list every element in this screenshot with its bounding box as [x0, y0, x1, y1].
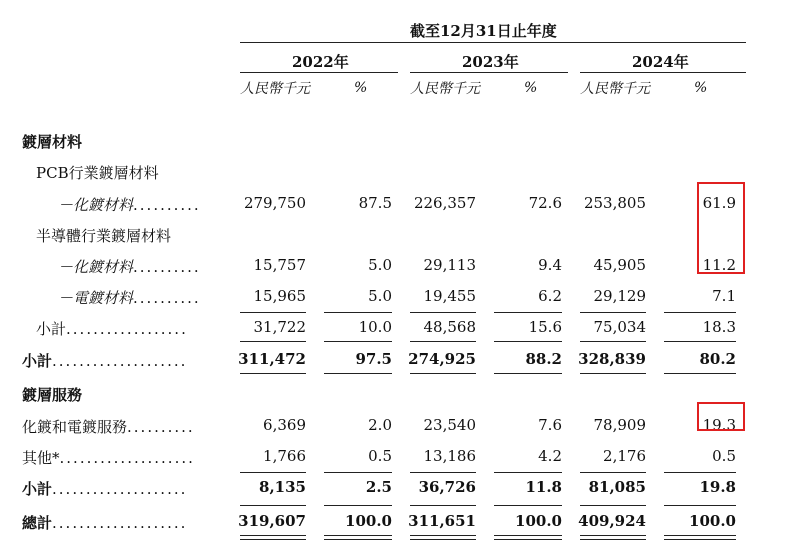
rule-above-grand-total-4	[580, 505, 646, 506]
rule-above-total-materials-3	[494, 341, 562, 342]
rule-above-grand-total-1	[324, 505, 392, 506]
leader-dots: ....................	[52, 352, 188, 370]
cell-r12-c5: 100.0	[689, 512, 736, 530]
row-label-2: －化鍍材料..........	[58, 196, 201, 214]
rule-above-total-materials-5	[664, 341, 736, 342]
cell-r4-c0: 15,757	[253, 256, 306, 274]
rule-below-grand-total-2-2	[410, 539, 476, 540]
rule-below-grand-total-1-1	[324, 535, 392, 536]
cell-r4-c4: 45,905	[593, 256, 646, 274]
cell-r12-c4: 409,924	[578, 512, 646, 530]
cell-r2-c3: 72.6	[528, 194, 562, 212]
cell-r10-c0: 1,766	[263, 447, 306, 465]
rule-above-total-materials-0	[240, 341, 306, 342]
cell-r4-c1: 5.0	[368, 256, 392, 274]
cell-r5-c3: 6.2	[538, 287, 562, 305]
leader-dots: ....................	[59, 449, 195, 467]
rule-below-grand-total-2-1	[324, 539, 392, 540]
cell-r10-c1: 0.5	[368, 447, 392, 465]
cell-r2-c4: 253,805	[583, 194, 646, 212]
rule-above-services-subtotal-5	[664, 472, 736, 473]
row-label-5: －電鍍材料..........	[58, 289, 201, 307]
leader-dots: ..........	[127, 418, 195, 436]
cell-r4-c5: 11.2	[702, 256, 736, 274]
cell-r5-c4: 29,129	[593, 287, 646, 305]
rule-below-total-materials-0	[240, 373, 306, 374]
cell-r9-c5: 19.3	[702, 416, 736, 434]
cell-r10-c2: 13,186	[423, 447, 476, 465]
highlight-box-2024-pct-services	[697, 402, 745, 431]
unit-pct-2022: %	[354, 80, 368, 96]
rule-above-subtotal-3	[494, 312, 562, 313]
cell-r12-c3: 100.0	[515, 512, 562, 530]
unit-amount-2024: 人民幣千元	[580, 81, 650, 97]
unit-amount-2022: 人民幣千元	[240, 81, 310, 97]
cell-r7-c0: 311,472	[238, 350, 306, 368]
row-label-8: 鍍層服務	[22, 386, 83, 404]
cell-r6-c0: 31,722	[253, 318, 306, 336]
rule-below-grand-total-2-0	[240, 539, 306, 540]
rule-below-grand-total-1-0	[240, 535, 306, 536]
rule-below-total-materials-2	[410, 373, 476, 374]
row-label-6: 小計..................	[36, 320, 188, 338]
rule-above-total-materials-2	[410, 341, 476, 342]
cell-r6-c5: 18.3	[702, 318, 736, 336]
cell-r12-c1: 100.0	[345, 512, 392, 530]
cell-r10-c5: 0.5	[712, 447, 736, 465]
cell-r11-c1: 2.5	[365, 478, 392, 496]
unit-pct-2023: %	[524, 80, 538, 96]
cell-r5-c2: 19,455	[423, 287, 476, 305]
rule-below-grand-total-2-5	[664, 539, 736, 540]
cell-r9-c3: 7.6	[538, 416, 562, 434]
rule-above-subtotal-4	[580, 312, 646, 313]
row-label-11: 小計....................	[22, 480, 188, 498]
cell-r7-c3: 88.2	[525, 350, 562, 368]
cell-r4-c3: 9.4	[538, 256, 562, 274]
unit-amount-2023: 人民幣千元	[410, 81, 480, 97]
rule-above-subtotal-5	[664, 312, 736, 313]
leader-dots: ..........	[133, 258, 201, 276]
row-label-12: 總計....................	[22, 514, 188, 532]
rule-above-grand-total-5	[664, 505, 736, 506]
rule-below-total-materials-1	[324, 373, 392, 374]
cell-r11-c4: 81,085	[588, 478, 646, 496]
cell-r12-c2: 311,651	[408, 512, 476, 530]
row-label-4: －化鍍材料..........	[58, 258, 201, 276]
row-label-9: 化鍍和電鍍服務..........	[22, 418, 195, 436]
cell-r10-c3: 4.2	[538, 447, 562, 465]
rule-below-grand-total-2-3	[494, 539, 562, 540]
cell-r2-c5: 61.9	[702, 194, 736, 212]
cell-r9-c2: 23,540	[423, 416, 476, 434]
cell-r2-c2: 226,357	[413, 194, 476, 212]
year-header-2023: 2023年	[462, 53, 519, 71]
row-label-3: 半導體行業鍍層材料	[36, 227, 172, 245]
cell-r6-c2: 48,568	[423, 318, 476, 336]
cell-r10-c4: 2,176	[603, 447, 646, 465]
rule-below-grand-total-1-3	[494, 535, 562, 536]
cell-r11-c2: 36,726	[418, 478, 476, 496]
cell-r7-c4: 328,839	[578, 350, 646, 368]
rule-above-grand-total-3	[494, 505, 562, 506]
cell-r2-c1: 87.5	[358, 194, 392, 212]
year-underline-2023	[410, 72, 568, 73]
period-header: 截至12月31日止年度	[410, 22, 557, 40]
cell-r5-c1: 5.0	[368, 287, 392, 305]
cell-r11-c0: 8,135	[259, 478, 306, 496]
cell-r7-c1: 97.5	[355, 350, 392, 368]
cell-r4-c2: 29,113	[423, 256, 476, 274]
cell-r6-c4: 75,034	[593, 318, 646, 336]
rule-above-total-materials-4	[580, 341, 646, 342]
rule-above-total-materials-1	[324, 341, 392, 342]
cell-r9-c1: 2.0	[368, 416, 392, 434]
cell-r9-c4: 78,909	[593, 416, 646, 434]
cell-r2-c0: 279,750	[243, 194, 306, 212]
rule-below-total-materials-3	[494, 373, 562, 374]
leader-dots: ..........	[133, 196, 201, 214]
leader-dots: ....................	[52, 514, 188, 532]
cell-r11-c3: 11.8	[525, 478, 562, 496]
highlight-box-2024-pct-materials	[697, 182, 745, 274]
cell-r5-c0: 15,965	[253, 287, 306, 305]
rule-above-subtotal-1	[324, 312, 392, 313]
row-label-0: 鍍層材料	[22, 133, 83, 151]
leader-dots: ..................	[66, 320, 188, 338]
year-underline-2022	[240, 72, 398, 73]
rule-above-grand-total-0	[240, 505, 306, 506]
rule-above-subtotal-0	[240, 312, 306, 313]
year-underline-2024	[580, 72, 746, 73]
cell-r12-c0: 319,607	[238, 512, 306, 530]
rule-above-services-subtotal-3	[494, 472, 562, 473]
cell-r9-c0: 6,369	[263, 416, 306, 434]
cell-r11-c5: 19.8	[699, 478, 736, 496]
row-label-10: 其他*....................	[22, 449, 195, 467]
rule-below-total-materials-4	[580, 373, 646, 374]
cell-r7-c2: 274,925	[408, 350, 476, 368]
rule-above-services-subtotal-1	[324, 472, 392, 473]
rule-below-grand-total-1-5	[664, 535, 736, 536]
leader-dots: ..........	[133, 289, 201, 307]
row-label-7: 小計....................	[22, 352, 188, 370]
rule-below-grand-total-1-4	[580, 535, 646, 536]
rule-below-grand-total-2-4	[580, 539, 646, 540]
rule-above-services-subtotal-0	[240, 472, 306, 473]
cell-r7-c5: 80.2	[699, 350, 736, 368]
leader-dots: ....................	[52, 480, 188, 498]
rule-above-grand-total-2	[410, 505, 476, 506]
rule-below-grand-total-1-2	[410, 535, 476, 536]
unit-pct-2024: %	[694, 80, 708, 96]
cell-r6-c1: 10.0	[358, 318, 392, 336]
year-header-2022: 2022年	[292, 53, 349, 71]
rule-above-services-subtotal-4	[580, 472, 646, 473]
cell-r5-c5: 7.1	[712, 287, 736, 305]
period-underline	[240, 42, 746, 43]
rule-below-total-materials-5	[664, 373, 736, 374]
row-label-1: PCB行業鍍層材料	[36, 164, 159, 182]
cell-r6-c3: 15.6	[528, 318, 562, 336]
year-header-2024: 2024年	[632, 53, 689, 71]
rule-above-subtotal-2	[410, 312, 476, 313]
rule-above-services-subtotal-2	[410, 472, 476, 473]
